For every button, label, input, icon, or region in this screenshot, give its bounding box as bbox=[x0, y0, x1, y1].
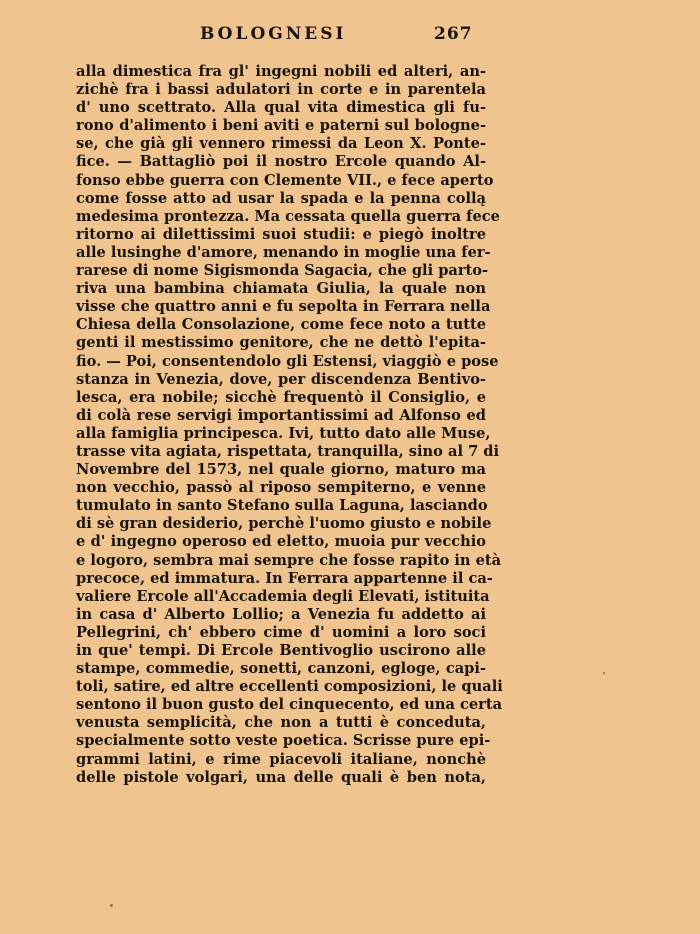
text-line: toli, satire, ed altre eccellenti composizioni, le quali bbox=[76, 678, 503, 696]
text-line: di sè gran desiderio, perchè l'uomo giusto e nobile bbox=[76, 515, 492, 533]
text-line: specialmente sotto veste poetica. Scrisse pure epi- bbox=[76, 732, 491, 750]
text-line: sentono il buon gusto del cinquecento, ed una certa bbox=[76, 696, 503, 714]
text-line: e logoro, sembra mai sempre che fosse rapito in età bbox=[76, 551, 502, 569]
text-line: delle pistole volgari, una delle quali è ben nota, bbox=[76, 768, 486, 786]
text-line: se, che già gli vennero rimessi da Leon X. Ponte- bbox=[76, 135, 486, 153]
text-line: rarese di nome Sigismonda Sagacia, che gli parto- bbox=[76, 262, 489, 280]
text-line: zichè fra i bassi adulatori in corte e in parentela bbox=[76, 81, 486, 99]
text-line: non vecchio, passò al riposo sempiterno, e venne bbox=[76, 479, 486, 497]
text-line: di colà rese servigi importantissimi ad Alfonso ed bbox=[76, 406, 486, 424]
text-line: riva una bambina chiamata Giulia, la quale non bbox=[76, 280, 486, 298]
text-line: rono d'alimento i beni aviti e paterni sul bologne- bbox=[76, 117, 486, 135]
text-line: visse che quattro anni e fu sepolta in Ferrara nella bbox=[76, 298, 491, 316]
text-line: stanza in Venezia, dove, per discendenza Bentivo- bbox=[76, 370, 486, 388]
text-line: genti il mestissimo genitore, che ne dettò l'epita- bbox=[76, 334, 486, 352]
text-line: in que' tempi. Di Ercole Bentivoglio uscirono alle bbox=[76, 642, 486, 659]
text-line: e d' ingegno operoso ed eletto, muoia pur vecchio bbox=[76, 533, 486, 551]
paper-speck bbox=[110, 904, 113, 907]
text-line: Novembre del 1573, nel quale giorno, maturo ma bbox=[76, 461, 486, 479]
text-line: fonso ebbe guerra con Clemente VII., e fece aperto bbox=[76, 171, 494, 189]
text-line: trasse vita agiata, rispettata, tranquilla, sino al 7 di bbox=[76, 442, 500, 460]
text-line: d' uno scettrato. Alla qual vita dimestica gli fu- bbox=[76, 99, 486, 117]
text-line: valiere Ercole all'Accademia degli Elevati, istituita bbox=[76, 587, 490, 605]
text-line: precoce, ed immatura. In Ferrara appartenne il ca- bbox=[76, 569, 493, 587]
text-line: in casa d' Alberto Lollio; a Venezia fu addetto ai bbox=[76, 605, 486, 623]
paper-speck bbox=[603, 672, 605, 674]
text-line: grammi latini, e rime piacevoli italiane, nonchè bbox=[76, 750, 486, 768]
page-number: 267 bbox=[434, 24, 473, 44]
running-title: BOLOGNESI bbox=[200, 24, 347, 44]
text-line: alle lusinghe d'amore, menando in moglie una fer- bbox=[76, 243, 491, 261]
text-line: ritorno ai dilettissimi suoi studii: e piegò inoltre bbox=[76, 225, 486, 243]
text-line: fice. — Battagliò poi il nostro Ercole quando Al- bbox=[76, 153, 486, 171]
text-line: alla famiglia principesca. Ivi, tutto dato alle Muse, bbox=[76, 424, 491, 442]
text-line: Pellegrini, ch' ebbero cime d' uomini a loro soci bbox=[76, 623, 486, 641]
body-text bbox=[76, 63, 503, 787]
text-line: alla dimestica fra gl' ingegni nobili ed alteri, an- bbox=[76, 63, 486, 80]
text-line: lesca, era nobile; sicchè frequentò il Consiglio, e bbox=[76, 388, 486, 406]
text-line: Chiesa della Consolazione, come fece noto a tutte bbox=[76, 316, 486, 334]
text-line: tumulato in santo Stefano sulla Laguna, lasciando bbox=[76, 497, 488, 515]
text-line: stampe, commedie, sonetti, canzoni, egloge, capi- bbox=[76, 660, 486, 678]
text-line: fio. — Poi, consentendolo gli Estensi, viaggiò e pose bbox=[76, 352, 499, 370]
text-line: medesima prontezza. Ma cessata quella guerra fece bbox=[76, 207, 500, 225]
text-line: venusta semplicità, che non a tutti è conceduta, bbox=[76, 714, 486, 732]
text-line: come fosse atto ad usar la spada e la penna collą bbox=[76, 189, 486, 207]
